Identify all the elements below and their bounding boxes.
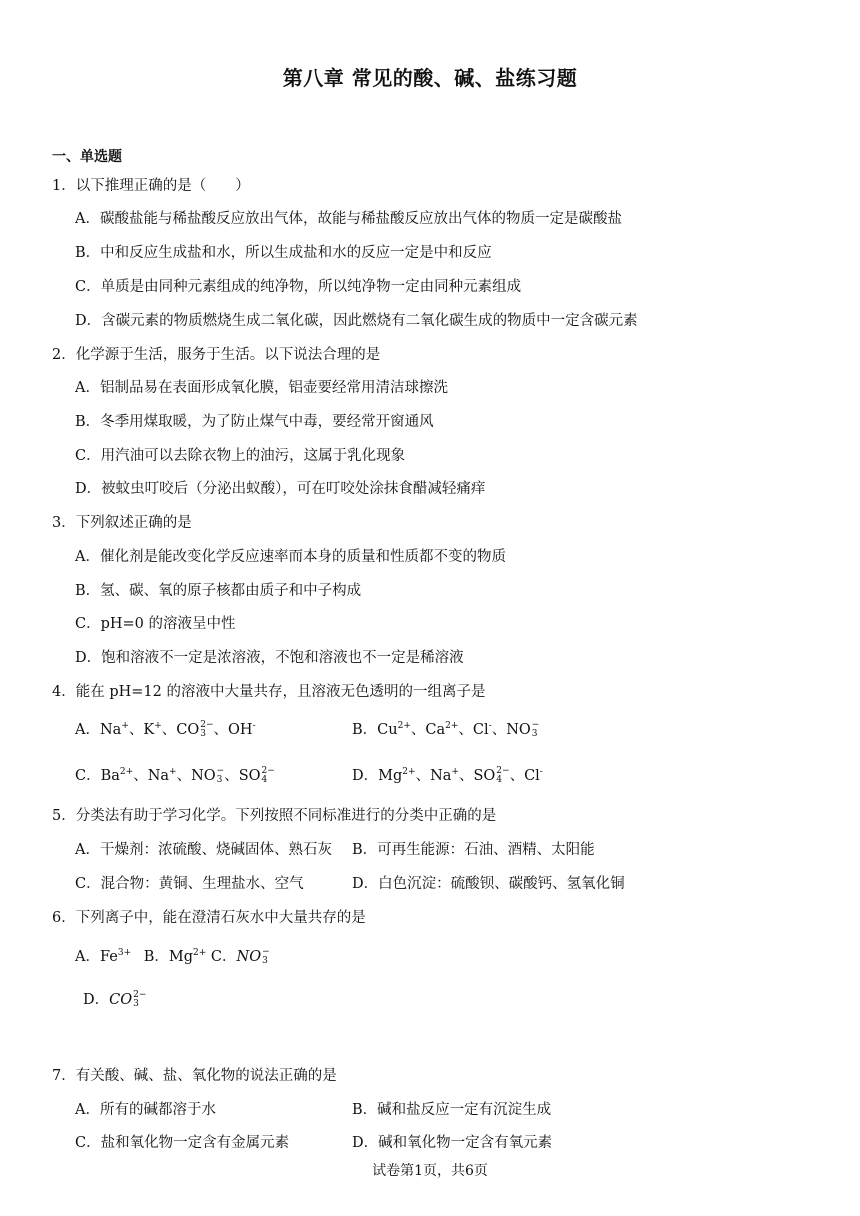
- q1-option-c: C．单质是由同种元素组成的纯净物，所以纯净物一定由同种元素组成: [75, 279, 522, 295]
- question-6-stem: 6．下列离子中，能在澄清石灰水中大量共存的是: [52, 910, 366, 926]
- ion-cu: Cu: [377, 722, 398, 738]
- separator: 、: [458, 722, 473, 738]
- ion-ba: Ba: [100, 768, 120, 784]
- q4-option-d: [352, 764, 543, 785]
- q3-option-b: B．氢、碳、氧的原子核都由质子和中子构成: [75, 583, 362, 599]
- option-letter: C．: [75, 768, 101, 784]
- option-letter-a: A．: [75, 949, 100, 965]
- separator: 、: [509, 768, 525, 784]
- ion-no3: NO: [191, 768, 216, 784]
- q3-option-c: C．pH=0 的溶液呈中性: [75, 616, 236, 632]
- option-letter-c: C．: [210, 949, 237, 965]
- q7-option-c: C．盐和氧化物一定含有金属元素: [75, 1135, 290, 1151]
- option-letter: A．: [75, 722, 100, 738]
- question-4-stem: 4．能在 pH=12 的溶液中大量共存，且溶液无色透明的一组离子是: [52, 684, 486, 700]
- q6-options-abc: [75, 945, 270, 966]
- separator: 、: [176, 768, 192, 784]
- charge: 2−: [261, 766, 275, 776]
- page-footer: 试卷第1页，共6页: [372, 1163, 488, 1179]
- section-heading: 一、单选题: [52, 149, 122, 165]
- question-5-stem: 5．分类法有助于学习化学。下列按照不同标准进行的分类中正确的是: [52, 808, 497, 824]
- q2-option-c: C．用汽油可以去除衣物上的油污，这属于乳化现象: [75, 448, 406, 464]
- q7-option-a: A．所有的碱都溶于水: [75, 1102, 216, 1118]
- charge: 2+: [402, 767, 416, 778]
- q5-option-d: D．白色沉淀：硫酸钡、碳酸钙、氢氧化铜: [352, 876, 625, 892]
- charge: 2+: [119, 767, 134, 778]
- separator: 、: [491, 722, 507, 738]
- question-2-stem: 2．化学源于生活，服务于生活。以下说法合理的是: [52, 347, 381, 363]
- ion-so4: SO: [473, 768, 496, 784]
- charge: 2+: [193, 948, 207, 959]
- ion-na: Na: [430, 768, 452, 784]
- charge: 2−: [133, 990, 147, 1000]
- ion-co3: CO: [176, 722, 200, 738]
- separator: 、: [128, 722, 144, 738]
- ion-mg: Mg: [378, 768, 403, 784]
- charge: +: [169, 767, 177, 778]
- q4-option-b: [352, 718, 539, 739]
- separator: 、: [415, 768, 431, 784]
- ion-mg: Mg: [168, 949, 194, 965]
- q3-option-a: A．催化剂是能改变化学反应速率而本身的质量和性质都不变的物质: [75, 549, 506, 565]
- ion-ca: Ca: [425, 722, 446, 738]
- subscript: 3: [133, 999, 139, 1009]
- question-3-stem: 3．下列叙述正确的是: [52, 515, 192, 531]
- charge: 2−: [200, 720, 214, 730]
- q3-option-d: D．饱和溶液不一定是浓溶液，不饱和溶液也不一定是稀溶液: [75, 650, 464, 666]
- charge: −: [216, 766, 225, 776]
- subscript: 3: [531, 729, 538, 739]
- charge: -: [539, 767, 543, 778]
- charge: 2−: [496, 766, 510, 776]
- subscript: 3: [200, 729, 206, 739]
- q2-option-b: B．冬季用煤取暖，为了防止煤气中毒，要经常开窗通风: [75, 414, 434, 430]
- subscript: 4: [496, 775, 503, 785]
- question-7-stem: 7．有关酸、碱、盐、氧化物的说法正确的是: [52, 1068, 337, 1084]
- ion-fe: Fe: [99, 949, 118, 965]
- page-title: 第八章 常见的酸、碱、盐练习题: [282, 66, 578, 90]
- separator: 、: [133, 768, 148, 784]
- q1-option-a: A．碳酸盐能与稀盐酸反应放出气体，故能与稀盐酸反应放出气体的物质一定是碳酸盐: [75, 211, 622, 227]
- question-1-stem: 1．以下推理正确的是（ ）: [52, 178, 250, 194]
- separator: 、: [224, 768, 239, 784]
- q7-option-d: D．碱和氧化物一定含有氧元素: [352, 1135, 553, 1151]
- charge: −: [262, 947, 270, 957]
- q4-option-c: [75, 764, 275, 785]
- charge: +: [451, 767, 459, 778]
- option-letter-b: B．: [143, 949, 169, 965]
- charge: -: [252, 721, 256, 732]
- q2-option-d: D．被蚊虫叮咬后（分泌出蚁酸），可在叮咬处涂抹食醋减轻痛痒: [75, 481, 486, 497]
- q7-option-b: B．碱和盐反应一定有沉淀生成: [352, 1102, 552, 1118]
- option-letter: D．: [352, 768, 379, 784]
- charge: +: [154, 721, 162, 732]
- ion-cl: Cl: [472, 722, 489, 738]
- charge: 2+: [445, 721, 459, 732]
- option-letter: B．: [352, 722, 378, 738]
- charge: 3+: [117, 948, 132, 959]
- option-letter-d: D．: [83, 992, 110, 1008]
- q5-option-c: C．混合物：黄铜、生理盐水、空气: [75, 876, 304, 892]
- separator: 、: [161, 722, 177, 738]
- charge: -: [488, 721, 492, 732]
- q1-option-d: D．含碳元素的物质燃烧生成二氧化碳，因此燃烧有二氧化碳生成的物质中一定含碳元素: [75, 313, 638, 329]
- subscript: 3: [216, 775, 223, 785]
- ion-na: Na: [99, 722, 122, 738]
- ion-co3: CO: [109, 992, 133, 1008]
- charge: 2+: [397, 721, 411, 732]
- q5-option-b: B．可再生能源：石油、酒精、太阳能: [352, 842, 595, 858]
- separator: 、: [410, 722, 426, 738]
- charge: −: [531, 720, 540, 730]
- q4-option-a: [75, 718, 256, 739]
- separator: 、: [213, 722, 229, 738]
- ion-cl: Cl: [524, 768, 540, 784]
- q6-option-d: [83, 988, 146, 1009]
- ion-na: Na: [147, 768, 170, 784]
- subscript: 4: [261, 775, 268, 785]
- separator: 、: [458, 768, 474, 784]
- ion-k: K: [143, 722, 155, 738]
- ion-oh: OH: [228, 722, 253, 738]
- subscript: 3: [262, 956, 268, 966]
- ion-no3: NO: [506, 722, 531, 738]
- charge: +: [121, 721, 129, 732]
- q1-option-b: B．中和反应生成盐和水，所以生成盐和水的反应一定是中和反应: [75, 245, 492, 261]
- ion-so4: SO: [238, 768, 261, 784]
- q5-option-a: A．干燥剂：浓硫酸、烧碱固体、熟石灰: [75, 842, 332, 858]
- q2-option-a: A．铝制品易在表面形成氧化膜，铝壶要经常用清洁球擦洗: [75, 380, 448, 396]
- ion-no3: NO: [236, 949, 262, 965]
